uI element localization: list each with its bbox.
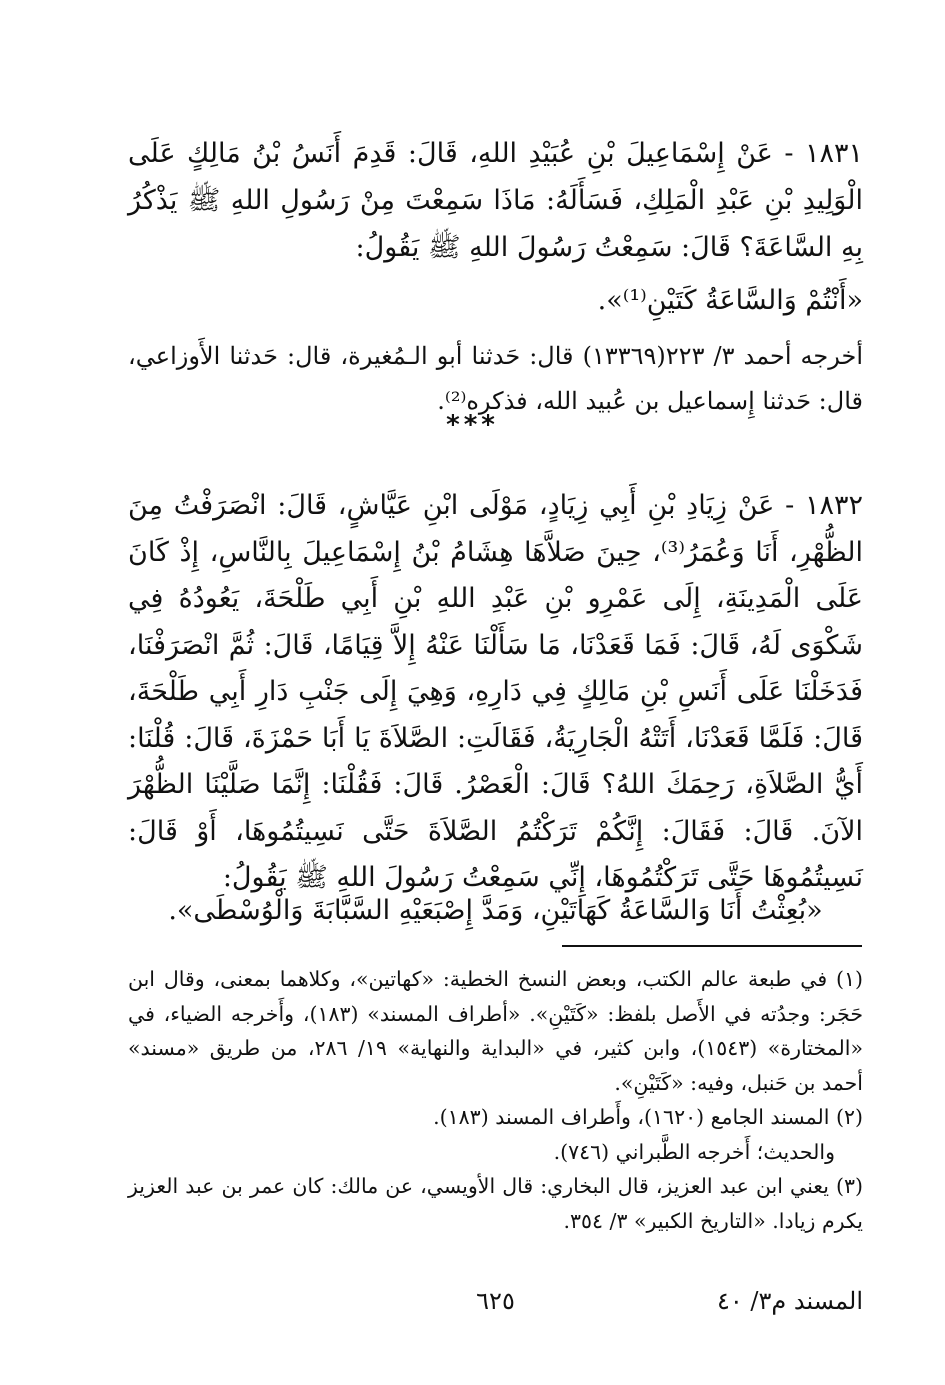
hadith-1832-text: ١٨٣٢ - عَنْ زِيَادِ بْنِ أَبِي زِيَادٍ، مَوْلَى ابْنِ عَيَّاشٍ، قَالَ: انْصَرَفْتُ مِنَ الظُّهْرِ، أَنَا وَعُمَرُ⁽³⁾، حِينَ صَلاَّهَا هِشَامُ بْنُ إِسْمَاعِيلَ بِالنَّاسِ، إِذْ كَانَ عَلَى الْمَدِينَةِ، إِلَى عَمْرِو بْنِ عَبْدِ اللهِ بْنِ أَبِي طَلْحَةَ، يَعُودُهُ فِي شَكْوَى لَهُ، قَالَ: فَمَا قَعَدْنَا، مَا سَأَلْنَا عَنْهُ إِلاَّ قِيَامًا، قَالَ: ثُمَّ انْصَرَفْنَا، فَدَخَلْنَا عَلَى أَنَسِ بْنِ مَالِكٍ فِي دَارِهِ، وَهِيَ إِلَى جَنْبِ دَارِ أَبِي طَلْحَةَ، قَالَ: فَلَمَّا قَعَدْنَا، أَتَتْهُ الْجَارِيَةُ، فَقَالَتِ: الصَّلاَةَ يَا أَبَا حَمْزَةَ، قَالَ: قُلْنَا: أَيُّ الصَّلاَةِ، رَحِمَكَ اللهُ؟ قَالَ: الْعَصْرُ. قَالَ: فَقُلْنَا: إِنَّمَا صَلَّيْنَا الظُّهْرَ الآنَ. قَالَ: فَقَالَ: إِنَّكُمْ تَرَكْتُمُ الصَّلاَةَ حَتَّى نَسِيتُمُوهَا، أَوْ قَالَ: نَسِيتُمُوهَا حَتَّى تَرَكْتُمُوهَا، إِنِّي سَمِعْتُ رَسُولَ اللهِ ﷺ يَقُولُ: <box>128 490 863 893</box>
footnote-1: (١) في طبعة عالم الكتب، وبعض النسخ الخطية: «كهاتين»، وكلاهما بمعنى، وقال ابن حَجَر: وجدُته في الأَصل بلفظ: «كَتَيْنِ». «أطراف المسند» (١٨٣)، وأَخرجه الضياء، في «المختارة» (١٥٤٣)، وابن كثير، في «البداية والنهاية» ١٩/ ٢٨٦، من طريق «مسند» أحمد بن حَنبل، وفيه: «كَتَيْنِ». <box>128 967 863 1095</box>
footnote-divider <box>562 945 862 947</box>
hadith-1831-text: ١٨٣١ - عَنْ إِسْمَاعِيلَ بْنِ عُبَيْدِ اللهِ، قَالَ: قَدِمَ أَنَسُ بْنُ مَالِكٍ عَلَى الْوَلِيدِ بْنِ عَبْدِ الْمَلِكِ، فَسَأَلَهُ: مَاذَا سَمِعْتَ مِنْ رَسُولِ اللهِ ﷺ يَذْكُرُ بِهِ السَّاعَةَ؟ قَالَ: سَمِعْتُ رَسُولَ اللهِ ﷺ يَقُولُ: <box>128 138 863 263</box>
footnote-3: (٣) يعني ابن عبد العزيز، قال البخاري: قال الأويسي، عن مالك: كان عمر بن عبد العزيز يكرم زيادا. «التاريخ الكبير» ٣/ ٣٥٤. <box>128 1174 863 1233</box>
hadith-1831-takhrij: أخرجه أحمد ٣/ ٢٢٣(١٣٣٦٩) قال: حَدثنا أبو الـمُغيرة، قال: حَدثنا الأَوزاعي، قال: حَدثنا إِسماعيل بن عُبيد الله، فذكره⁽²⁾. <box>128 342 864 415</box>
hadith-1832-quote: «بُعِثْتُ أَنَا وَالسَّاعَةُ كَهَاتَيْنِ، وَمَدَّ إِصْبَعَيْهِ السَّبَّابَةَ وَالْوُسْطَى». <box>168 895 823 926</box>
volume-signature: المسند م٣/ ٤٠ <box>717 1287 863 1315</box>
page-number: ٦٢٥ <box>476 1287 515 1315</box>
footnote-2-continuation: والحديث؛ أَخرجه الطَّبراني (٧٤٦). <box>553 1139 835 1164</box>
page-footer <box>128 1287 863 1321</box>
section-separator: *** <box>446 410 499 440</box>
footnotes <box>128 962 863 1238</box>
footnote-2: (٢) المسند الجامع (١٦٢٠)، وأَطراف المسند (١٨٣). <box>433 1105 863 1129</box>
hadith-1831-quote: «أَنْتُمْ وَالسَّاعَةُ كَتَيْنِ⁽¹⁾». <box>597 285 863 316</box>
